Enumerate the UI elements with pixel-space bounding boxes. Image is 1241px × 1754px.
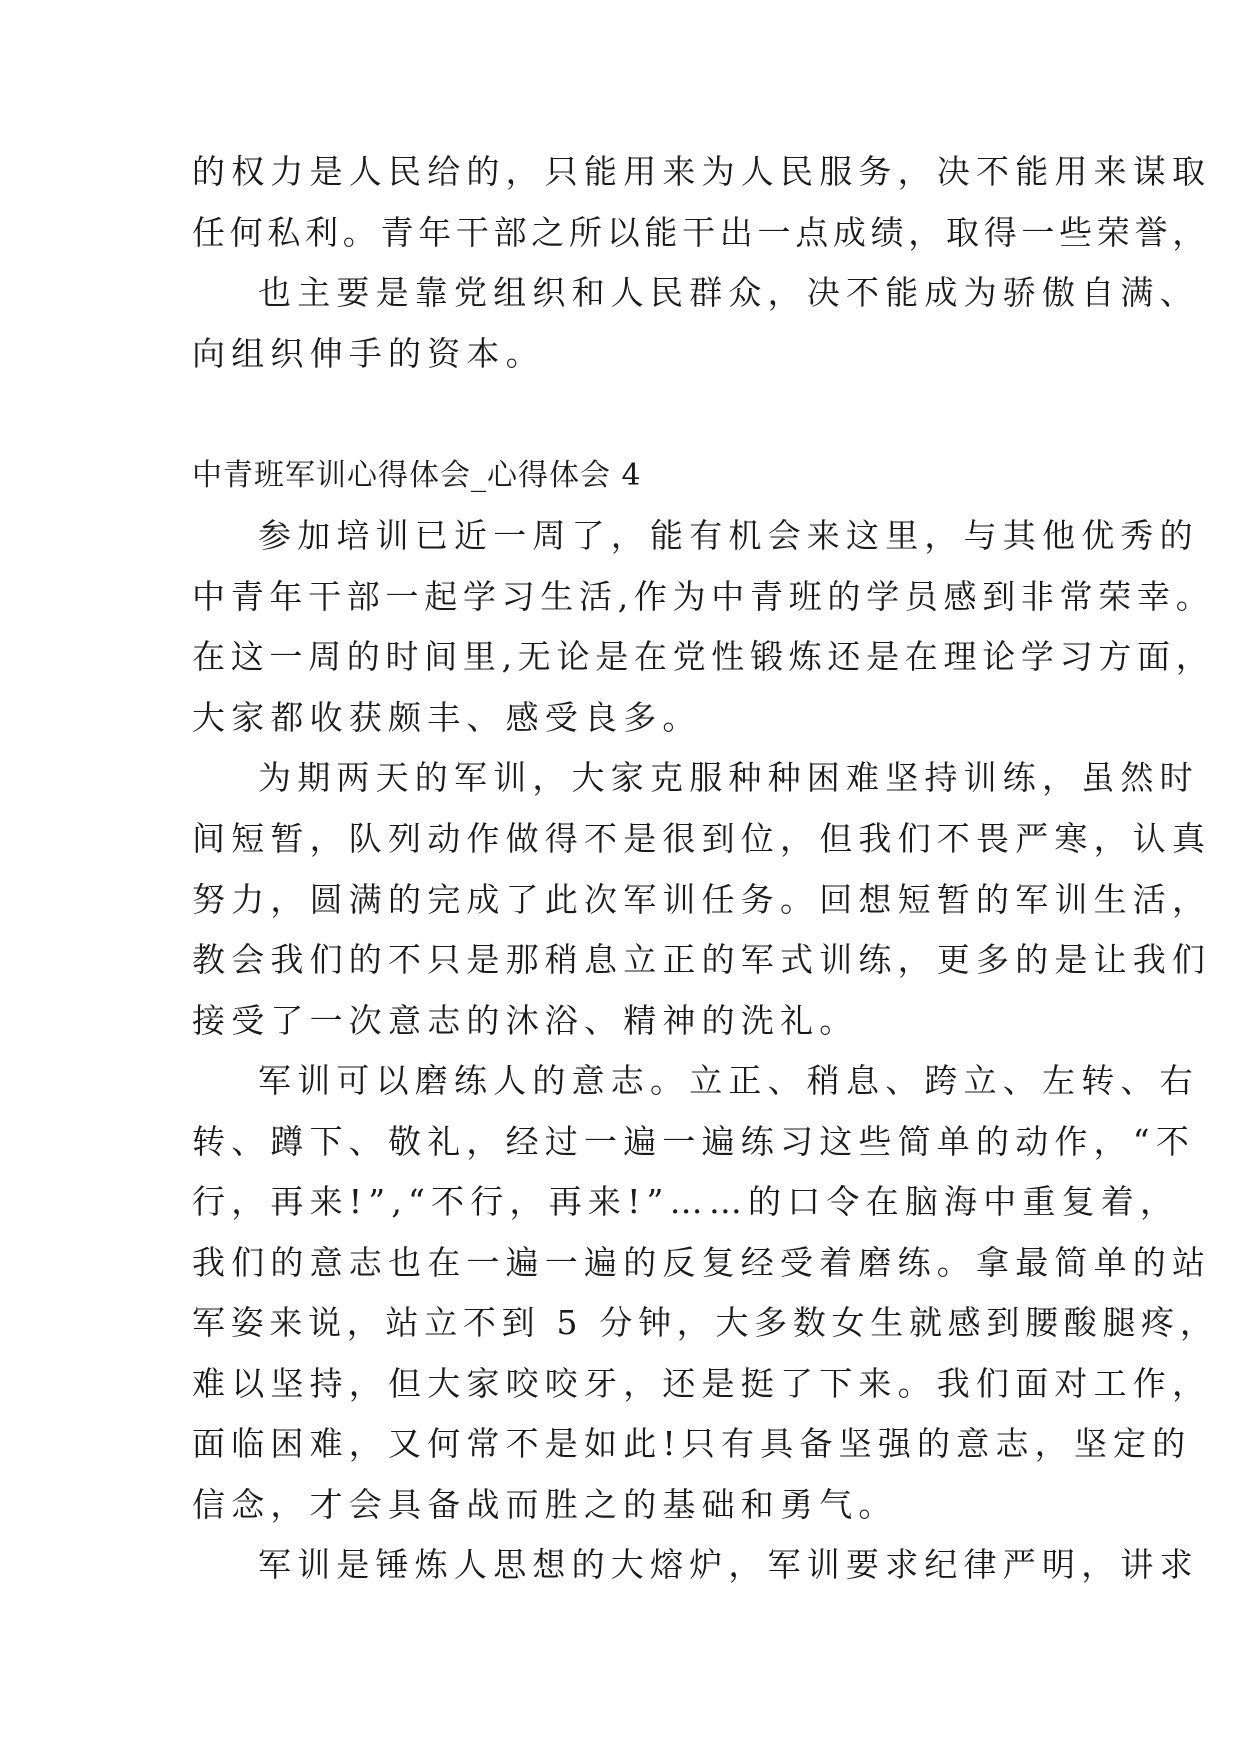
text-line: 参加培训已近一周了，能有机会来这里，与其他优秀的 (258, 516, 1199, 555)
text-line: 行，再来!”,“不行，再来!”……的口令在脑海中重复着， (192, 1182, 1180, 1221)
text-line: 军训是锤炼人思想的大熔炉，军训要求纪律严明，讲求 (258, 1545, 1199, 1584)
text-line: 间短暂，队列动作做得不是很到位，但我们不畏严寒，认真 (192, 819, 1212, 858)
text-line: 也主要是靠党组织和人民群众，决不能成为骄傲自满、 (258, 273, 1199, 312)
text-line: 军训可以磨练人的意志。立正、稍息、跨立、左转、右 (258, 1061, 1199, 1100)
text-line: 军姿来说，站立不到 5 分钟，大多数女生就感到腰酸腿疼， (192, 1303, 1219, 1342)
text-line: 努力，圆满的完成了此次军训任务。回想短暂的军训生活， (192, 880, 1212, 919)
text-line: 难以坚持，但大家咬咬牙，还是挺了下来。我们面对工作， (192, 1364, 1212, 1403)
text-line: 信念，才会具备战而胜之的基础和勇气。 (192, 1485, 898, 1524)
text-line: 中青年干部一起学习生活,作为中青班的学员感到非常荣幸。 (192, 577, 1215, 616)
text-line: 向组织伸手的资本。 (192, 334, 545, 373)
text-line: 的权力是人民给的，只能用来为人民服务，决不能用来谋取 (192, 152, 1212, 191)
text-line: 在这一周的时间里,无论是在党性锻炼还是在理论学习方面， (192, 637, 1215, 676)
text-line: 大家都收获颇丰、感受良多。 (192, 698, 702, 737)
text-line: 任何私利。青年干部之所以能干出一点成绩，取得一些荣誉， (192, 213, 1210, 252)
text-line: 为期两天的军训，大家克服种种困难坚持训练，虽然时 (258, 758, 1199, 797)
text-line: 教会我们的不只是那稍息立正的军式训练，更多的是让我们 (192, 940, 1212, 979)
text-line: 我们的意志也在一遍一遍的反复经受着磨练。拿最简单的站 (192, 1243, 1212, 1282)
text-line: 转、蹲下、敬礼，经过一遍一遍练习这些简单的动作，“不 (192, 1122, 1196, 1161)
text-line: 面临困难，又何常不是如此!只有具备坚强的意志，坚定的 (192, 1424, 1192, 1463)
text-line: 接受了一次意志的沐浴、精神的洗礼。 (192, 1001, 859, 1040)
section-heading: 中青班军训心得体会_心得体会 4 (192, 458, 642, 493)
